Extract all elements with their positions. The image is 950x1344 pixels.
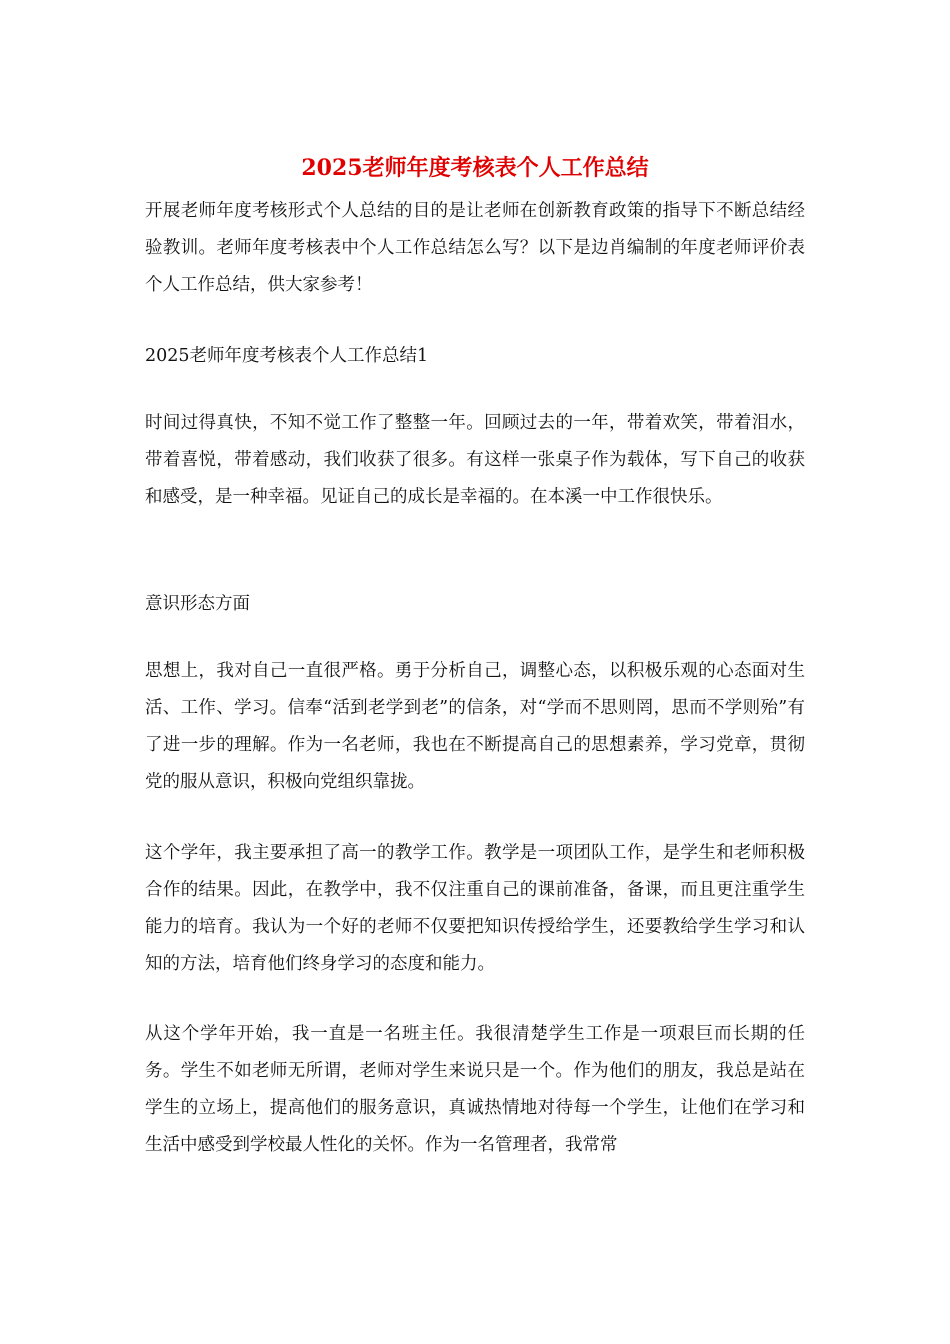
paragraph-reflection: 时间过得真快，不知不觉工作了整整一年。回顾过去的一年，带着欢笑，带着泪水，带着喜悦，带着感动，我们收获了很多。有这样一张桌子作为载体，写下自己的收获和感受，是一种幸福。见证自己的成长是幸福的。在本溪一中工作很快乐。 xyxy=(145,413,805,507)
paragraph-class-teacher: 从这个学年开始，我一直是一名班主任。我很清楚学生工作是一项艰巨而长期的任务。学生不如老师无所谓，老师对学生来说只是一个。作为他们的朋友，我总是站在学生的立场上，提高他们的服务意识，真诚热情地对待每一个学生，让他们在学习和生活中感受到学校最人性化的关怀。作为一名管理者，我常常 xyxy=(145,1024,805,1155)
section-heading-summary-1: 2025老师年度考核表个人工作总结1 xyxy=(145,346,429,366)
section-heading-ideology: 意识形态方面 xyxy=(145,594,250,614)
intro-paragraph: 开展老师年度考核形式个人总结的目的是让老师在创新教育政策的指导下不断总结经验教训。老师年度考核表中个人工作总结怎么写？以下是边肖编制的年度老师评价表个人工作总结，供大家参考！ xyxy=(145,201,805,295)
document-title: 2025老师年度考核表个人工作总结 xyxy=(301,155,649,181)
paragraph-teaching: 这个学年，我主要承担了高一的教学工作。教学是一项团队工作，是学生和老师积极合作的结果。因此，在教学中，我不仅注重自己的课前准备，备课，而且更注重学生能力的培育。我认为一个好的老师不仅要把知识传授给学生，还要教给学生学习和认知的方法，培育他们终身学习的态度和能力。 xyxy=(145,843,805,974)
paragraph-ideology: 思想上，我对自己一直很严格。勇于分析自己，调整心态，以积极乐观的心态面对生活、工作、学习。信奉“活到老学到老”的信条，对“学而不思则罔，思而不学则殆”有了进一步的理解。作为一名老师，我也在不断提高自己的思想素养，学习党章，贯彻党的服从意识，积极向党组织靠拢。 xyxy=(145,661,805,792)
